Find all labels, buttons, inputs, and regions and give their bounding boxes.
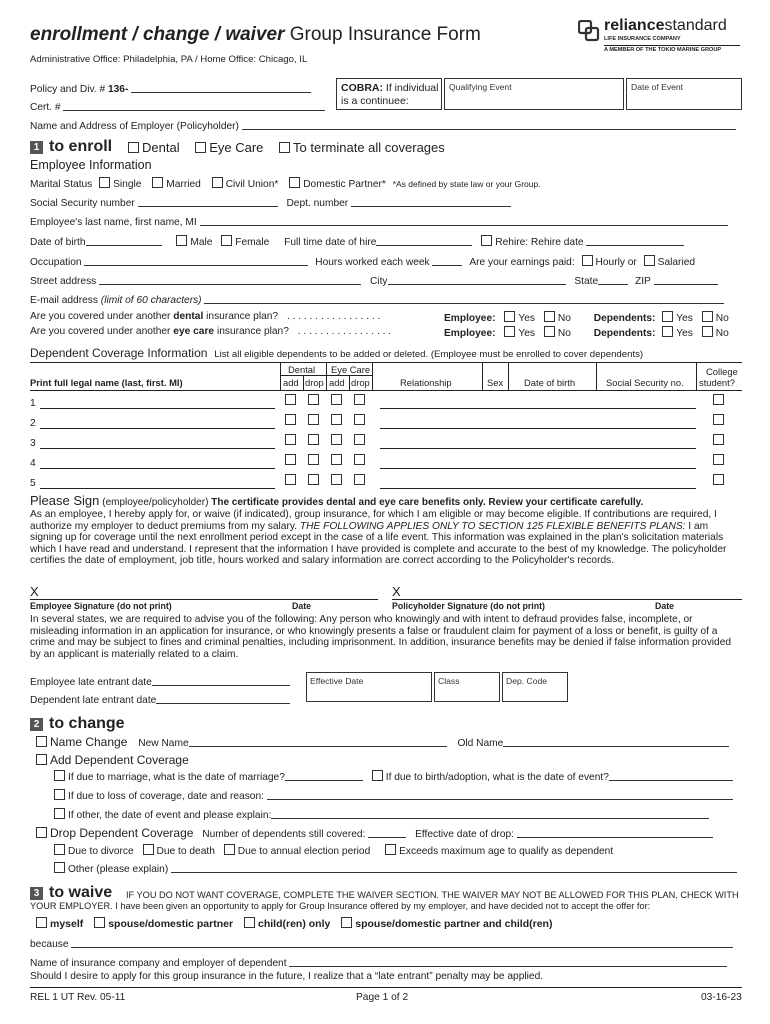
- page-number: Page 1 of 2: [356, 992, 409, 1003]
- dependent-details-input[interactable]: [380, 448, 696, 449]
- form-title-bold: enrollment / change / waiver: [30, 24, 285, 45]
- email-input[interactable]: [204, 293, 724, 304]
- dental-emp-yes[interactable]: [504, 311, 515, 322]
- eye-emp-yes[interactable]: [504, 326, 515, 337]
- new-name-input[interactable]: [189, 736, 447, 747]
- form-id: REL 1 UT Rev. 05-11: [30, 992, 126, 1003]
- loss-checkbox[interactable]: [54, 789, 65, 800]
- office-addresses: Administrative Office: Philadelphia, PA / Home Office: Chicago, IL: [30, 54, 308, 65]
- dependent-row-number: 1: [30, 398, 36, 409]
- lastname-row[interactable]: [30, 215, 728, 228]
- dob-row: [30, 235, 684, 248]
- occupation-label: Occupation: [30, 257, 82, 268]
- eff-drop-input[interactable]: [517, 827, 713, 838]
- salaried-label: Salaried: [657, 257, 696, 268]
- dental-label: Dental: [142, 140, 180, 155]
- eye-dep-no[interactable]: [702, 326, 713, 337]
- coverage-checkbox[interactable]: [285, 434, 296, 445]
- fulltime-label: Full time date of hire: [284, 237, 377, 248]
- hours-input[interactable]: [432, 255, 462, 266]
- drop-dependent-label: Drop Dependent Coverage: [50, 826, 194, 840]
- coverage-checkbox[interactable]: [354, 394, 365, 405]
- name-change-label: Name Change: [50, 735, 128, 749]
- domestic-partner-label: Domestic Partner*: [303, 179, 386, 190]
- death-label: Due to death: [156, 846, 215, 857]
- cobra-text1: If individual: [385, 82, 439, 94]
- email-label: E-mail address: [30, 295, 98, 306]
- coverage-checkbox[interactable]: [354, 434, 365, 445]
- single-checkbox[interactable]: [99, 177, 110, 188]
- hours-label: Hours worked each week: [315, 257, 430, 268]
- eye-coverage-question: Are you covered under another eye care insurance plan? . . . . . . . . . . . . . . . . .: [30, 326, 392, 337]
- marriage-checkbox[interactable]: [54, 770, 65, 781]
- other-event-row: [54, 808, 709, 821]
- coverage-checkbox[interactable]: [331, 474, 342, 485]
- dependent-name-input[interactable]: [40, 448, 275, 449]
- because-label: because: [30, 939, 69, 950]
- policyholder-signature-line[interactable]: [392, 599, 742, 600]
- marriage-label: If due to marriage, what is the date of marriage?: [68, 772, 285, 783]
- policyholder-sig-label: Policyholder Signature (do not print): [392, 601, 545, 611]
- dental-dep-no[interactable]: [702, 311, 713, 322]
- occupation-row: [30, 255, 695, 268]
- children-label: child(ren) only: [258, 918, 331, 930]
- rehire-label: Rehire: Rehire date: [495, 237, 584, 248]
- rehire-input[interactable]: [586, 235, 684, 246]
- col-rel-header: Relationship: [400, 377, 452, 388]
- add-dependent-checkbox[interactable]: [36, 754, 47, 765]
- coverage-checkbox[interactable]: [354, 454, 365, 465]
- col-eye-drop: drop: [351, 377, 370, 388]
- married-label: Married: [166, 179, 201, 190]
- cert-field[interactable]: [30, 100, 325, 113]
- add-dependent-label: Add Dependent Coverage: [50, 753, 189, 767]
- cobra-box: [336, 78, 442, 110]
- ssn-label: Social Security number: [30, 198, 135, 209]
- coverage-checkbox[interactable]: [285, 394, 296, 405]
- hourly-label: Hourly or: [595, 257, 637, 268]
- hourly-checkbox[interactable]: [582, 255, 593, 266]
- policy-prefix: 136-: [107, 84, 129, 95]
- occupation-input[interactable]: [84, 255, 308, 266]
- other-explain-checkbox[interactable]: [54, 862, 65, 873]
- dependent-details-input[interactable]: [380, 468, 696, 469]
- zip-input[interactable]: [654, 274, 718, 285]
- policyholder-date-label: Date: [655, 601, 675, 611]
- state-input[interactable]: [598, 274, 628, 285]
- employee-label: Employee:: [444, 328, 496, 339]
- dependent-name-input[interactable]: [40, 428, 275, 429]
- salaried-checkbox[interactable]: [644, 255, 655, 266]
- coverage-checkbox[interactable]: [308, 414, 319, 425]
- date-of-event-box[interactable]: [626, 78, 742, 110]
- form-date: 03-16-23: [701, 992, 742, 1003]
- coverage-checkbox[interactable]: [354, 414, 365, 425]
- married-checkbox[interactable]: [152, 177, 163, 188]
- employer-label: Name and Address of Employer (Policyholder): [30, 121, 239, 132]
- policy-label: Policy and Div. #: [30, 84, 106, 95]
- drop-dependent-row: [36, 826, 713, 840]
- reliance-logo-icon: [578, 20, 600, 42]
- col-college-header2: student?: [699, 377, 735, 388]
- num-deps-input[interactable]: [368, 827, 406, 838]
- section3-number: 3: [30, 887, 43, 900]
- form-title-rest: Group Insurance Form: [289, 24, 481, 45]
- myself-checkbox[interactable]: [36, 917, 47, 928]
- dep-code-label: Dep. Code: [506, 676, 548, 686]
- annual-label: Due to annual election period: [237, 846, 371, 857]
- address-row: [30, 274, 718, 287]
- max-age-checkbox[interactable]: [385, 844, 396, 855]
- employee-label: Employee:: [444, 313, 496, 324]
- eye-option[interactable]: [195, 140, 263, 155]
- dependent-row-number: 2: [30, 418, 36, 429]
- effective-date-box[interactable]: [306, 672, 432, 702]
- loss-row: [54, 789, 733, 802]
- coverage-checkbox[interactable]: [331, 454, 342, 465]
- dep-code-box[interactable]: [502, 672, 568, 702]
- spouse-children-checkbox[interactable]: [341, 917, 352, 928]
- marriage-row: [54, 770, 733, 783]
- employer-field[interactable]: [30, 119, 736, 132]
- dependent-row-number: 4: [30, 458, 36, 469]
- ssn-row[interactable]: [30, 196, 511, 209]
- marriage-input[interactable]: [285, 770, 363, 781]
- dental-option[interactable]: [128, 140, 180, 155]
- enroll-options: [128, 140, 445, 155]
- dental-emp-no[interactable]: [544, 311, 555, 322]
- spouse-children-label: spouse/domestic partner and child(ren): [355, 918, 553, 930]
- insurance-name-label: Name of insurance company and employer of dependent: [30, 958, 287, 969]
- col-dental-add: add: [283, 377, 299, 388]
- eye-emp-no[interactable]: [544, 326, 555, 337]
- street-label: Street address: [30, 276, 97, 287]
- fraud-warning: In several states, we are required to advise you of the following: Any person who knowingly and with intent to defraud provides false, incomplete, or misleading information in an application for insurance, or who knowingly presents a false or fraudulent claim for payment of a loss or benefit, is guilty of a crime and may be subject to fines and criminal penalties, including imprisonment. In addition, insurance benefits may be denied if false information provided by an applicant is materially related to a claim.: [30, 614, 732, 660]
- marital-label: Marital Status: [30, 179, 93, 190]
- dependent-row-number: 3: [30, 438, 36, 449]
- qualifying-event-box[interactable]: [444, 78, 624, 110]
- eye-answers: Employee: Yes No Dependents: Yes No: [444, 328, 729, 339]
- coverage-checkbox[interactable]: [285, 414, 296, 425]
- col-ssn-header: Social Security no.: [606, 377, 684, 388]
- divorce-label: Due to divorce: [68, 846, 134, 857]
- terminate-checkbox[interactable]: [279, 142, 290, 153]
- dependent-details-input[interactable]: [380, 488, 696, 489]
- please-sign-sub: (employee/policyholder): [102, 497, 209, 508]
- divorce-checkbox[interactable]: [54, 844, 65, 855]
- drop-reasons-row: [54, 844, 613, 857]
- num-deps-label: Number of dependents still covered:: [202, 829, 366, 840]
- logo-text-light: standard: [664, 17, 727, 34]
- policyholder-sig-x: X: [392, 584, 401, 599]
- dependent-name-input[interactable]: [40, 468, 275, 469]
- dependent-details-input[interactable]: [380, 428, 696, 429]
- single-label: Single: [113, 179, 142, 190]
- civil-union-checkbox[interactable]: [212, 177, 223, 188]
- col-sex-header: Sex: [487, 377, 504, 388]
- section2-header: [30, 715, 125, 733]
- col-college-header1: College: [706, 366, 738, 377]
- dependents-label: Dependents:: [593, 328, 656, 339]
- earnings-label: Are your earnings paid:: [469, 257, 575, 268]
- spouse-label: spouse/domestic partner: [108, 918, 234, 930]
- coverage-checkbox[interactable]: [285, 474, 296, 485]
- qualifying-event-label: Qualifying Event: [449, 82, 512, 92]
- logo-sub2: A MEMBER OF THE TOKIO MARINE GROUP: [604, 47, 722, 53]
- other-event-input[interactable]: [271, 808, 709, 819]
- employee-sig-x: X: [30, 584, 39, 599]
- dental-checkbox[interactable]: [128, 142, 139, 153]
- eye-label: Eye Care: [209, 140, 264, 155]
- city-input[interactable]: [388, 274, 566, 285]
- policy-field[interactable]: [30, 82, 311, 95]
- max-age-label: Exceeds maximum age to qualify as dependent: [399, 846, 614, 857]
- col-name-header: Print full legal name (last, first. MI): [30, 377, 183, 388]
- authorization-paragraph: As an employee, I hereby apply for, or waive (if indicated), group insurance, for which I am eligible or may become eligible. If contributions are required, I authorize my employer to deduct premiums from my salary. THE FOLLOWING APPLIES ONLY TO SECTION 125 FLEXIBLE BENEFITS PLANS: I am signing up for coverage until the next enrollment period except in the case of a life event. This information was explained in the plan's solicitation materials which I have read and understand. I represent that the information I have provided is complete and accurate to the best of my knowledge. The policyholder certifies the date of employment, job title, hours worked and salary information are correct according to the Policyholder's records.: [30, 509, 727, 567]
- please-sign-title: Please Sign: [30, 493, 100, 508]
- coverage-checkbox[interactable]: [308, 454, 319, 465]
- civil-union-label: Civil Union*: [225, 179, 279, 190]
- cert-label: Cert. #: [30, 102, 61, 113]
- eff-drop-label: Effective date of drop:: [415, 829, 514, 840]
- other-event-label: If other, the date of event and please explain:: [68, 810, 272, 821]
- other-explain-input[interactable]: [171, 862, 737, 873]
- city-label: City: [369, 276, 388, 287]
- college-student-checkbox[interactable]: [713, 454, 724, 465]
- employee-late-entrant[interactable]: Employee late entrant date: [30, 675, 290, 688]
- eye-dep-yes[interactable]: [662, 326, 673, 337]
- form-title: [30, 24, 481, 46]
- dependent-name-input[interactable]: [40, 488, 275, 489]
- employee-sig-label: Employee Signature (do not print): [30, 601, 172, 611]
- name-change-row: [36, 735, 729, 749]
- zip-label: ZIP: [634, 276, 651, 287]
- col-dental-drop: drop: [305, 377, 324, 388]
- section2-number: 2: [30, 718, 43, 731]
- old-name-input[interactable]: [503, 736, 729, 747]
- col-eye-header: Eye Care: [331, 364, 371, 375]
- drop-dependent-checkbox[interactable]: [36, 827, 47, 838]
- dob-label: Date of birth: [30, 237, 86, 248]
- waive-paragraph: IF YOU DO NOT WANT COVERAGE, COMPLETE THE WAIVER SECTION. THE WAIVER MAY NOT BE ALLOWED FOR THIS PLAN, CHECK WITH YOUR EMPLOYER. I have been given an opportunity to apply for Group Insurance offered by my employer, and have decided not to accept the offer for:: [30, 890, 739, 911]
- please-sign-bold: The certificate provides dental and eye care benefits only. Review your certificate carefully.: [211, 497, 644, 508]
- section1-number: 1: [30, 141, 43, 154]
- dependent-note: List all eligible dependents to be added or deleted. (Employee must be enrolled to cover dependents): [214, 349, 644, 360]
- dob-input[interactable]: [86, 235, 162, 246]
- because-row[interactable]: [30, 937, 733, 950]
- section3-title: to waive: [49, 884, 113, 901]
- annual-checkbox[interactable]: [224, 844, 235, 855]
- coverage-checkbox[interactable]: [285, 454, 296, 465]
- insurance-name-row[interactable]: [30, 956, 727, 969]
- marital-note: *As defined by state law or your Group.: [392, 179, 541, 189]
- add-dependent-row: [36, 753, 189, 767]
- coverage-checkbox[interactable]: [331, 414, 342, 425]
- marital-status-row: [30, 177, 541, 190]
- dental-answers: Employee: Yes No Dependents: Yes No: [444, 313, 729, 324]
- col-dental-header: Dental: [288, 364, 316, 375]
- col-dob-header: Date of birth: [524, 377, 576, 388]
- eye-checkbox[interactable]: [195, 142, 206, 153]
- dependents-label: Dependents:: [593, 313, 656, 324]
- dependent-name-input[interactable]: [40, 408, 275, 409]
- logo-text-bold: reliance: [604, 17, 665, 34]
- name-change-checkbox[interactable]: [36, 736, 47, 747]
- dependent-coverage-heading: [30, 346, 643, 360]
- other-explain-row: [54, 862, 737, 875]
- logo-sub1: LIFE INSURANCE COMPANY: [604, 36, 681, 42]
- section1-title: to enroll: [49, 138, 113, 155]
- class-box[interactable]: [434, 672, 500, 702]
- street-input[interactable]: [99, 274, 361, 285]
- section2-title: to change: [49, 715, 125, 732]
- cobra-label: COBRA:: [341, 82, 383, 94]
- myself-label: myself: [50, 918, 84, 930]
- death-checkbox[interactable]: [143, 844, 154, 855]
- coverage-checkbox[interactable]: [308, 474, 319, 485]
- coverage-checkbox[interactable]: [354, 474, 365, 485]
- college-student-checkbox[interactable]: [713, 394, 724, 405]
- employee-info-heading: Employee Information: [30, 158, 152, 172]
- effective-date-label: Effective Date: [310, 676, 364, 686]
- date-of-event-label: Date of Event: [631, 82, 684, 92]
- dependent-title: Dependent Coverage Information: [30, 346, 208, 360]
- employee-signature-line[interactable]: [30, 599, 378, 600]
- late-entrant-note: Should I desire to apply for this group insurance in the future, I realize that a “late entrant” penalty may be applied.: [30, 971, 544, 982]
- dependent-details-input[interactable]: [380, 408, 696, 409]
- female-label: Female: [235, 237, 270, 248]
- dependent-row-number: 5: [30, 478, 36, 489]
- fulltime-input[interactable]: [376, 235, 472, 246]
- other-event-checkbox[interactable]: [54, 808, 65, 819]
- loss-input[interactable]: [267, 789, 733, 800]
- college-student-checkbox[interactable]: [713, 414, 724, 425]
- terminate-option[interactable]: [279, 140, 445, 155]
- college-student-checkbox[interactable]: [713, 474, 724, 485]
- coverage-checkbox[interactable]: [331, 434, 342, 445]
- coverage-checkbox[interactable]: [308, 434, 319, 445]
- other-explain-label: Other (please explain): [68, 864, 169, 875]
- birth-label: If due to birth/adoption, what is the date of event?: [385, 772, 609, 783]
- terminate-label: To terminate all coverages: [293, 140, 445, 155]
- new-name-label: New Name: [138, 738, 189, 749]
- old-name-label: Old Name: [457, 738, 504, 749]
- coverage-checkbox[interactable]: [308, 394, 319, 405]
- cobra-text2: is a continuee:: [341, 95, 409, 107]
- email-note: (limit of 60 characters): [100, 295, 202, 306]
- children-checkbox[interactable]: [244, 917, 255, 928]
- col-eye-add: add: [329, 377, 345, 388]
- dept-label: Dept. number: [286, 198, 349, 209]
- state-label: State: [574, 276, 599, 287]
- class-label: Class: [438, 676, 460, 686]
- birth-input[interactable]: [609, 770, 733, 781]
- section1-header: [30, 138, 112, 156]
- email-row: [30, 293, 724, 306]
- college-student-checkbox[interactable]: [713, 434, 724, 445]
- rehire-checkbox[interactable]: [481, 235, 492, 246]
- loss-label: If due to loss of coverage, date and reason:: [68, 791, 264, 802]
- spouse-checkbox[interactable]: [94, 917, 105, 928]
- coverage-checkbox[interactable]: [331, 394, 342, 405]
- waive-options-row: [36, 917, 552, 930]
- please-sign-heading: [30, 493, 643, 508]
- male-checkbox[interactable]: [176, 235, 187, 246]
- employee-date-label: Date: [292, 601, 312, 611]
- dependent-late-entrant[interactable]: Dependent late entrant date: [30, 693, 290, 706]
- domestic-partner-checkbox[interactable]: [289, 177, 300, 188]
- dental-dep-yes[interactable]: [662, 311, 673, 322]
- lastname-label: Employee's last name, first name, MI: [30, 217, 197, 228]
- female-checkbox[interactable]: [221, 235, 232, 246]
- dental-coverage-question: Are you covered under another dental insurance plan? . . . . . . . . . . . . . . . . .: [30, 311, 381, 322]
- birth-checkbox[interactable]: [372, 770, 383, 781]
- male-label: Male: [190, 237, 213, 248]
